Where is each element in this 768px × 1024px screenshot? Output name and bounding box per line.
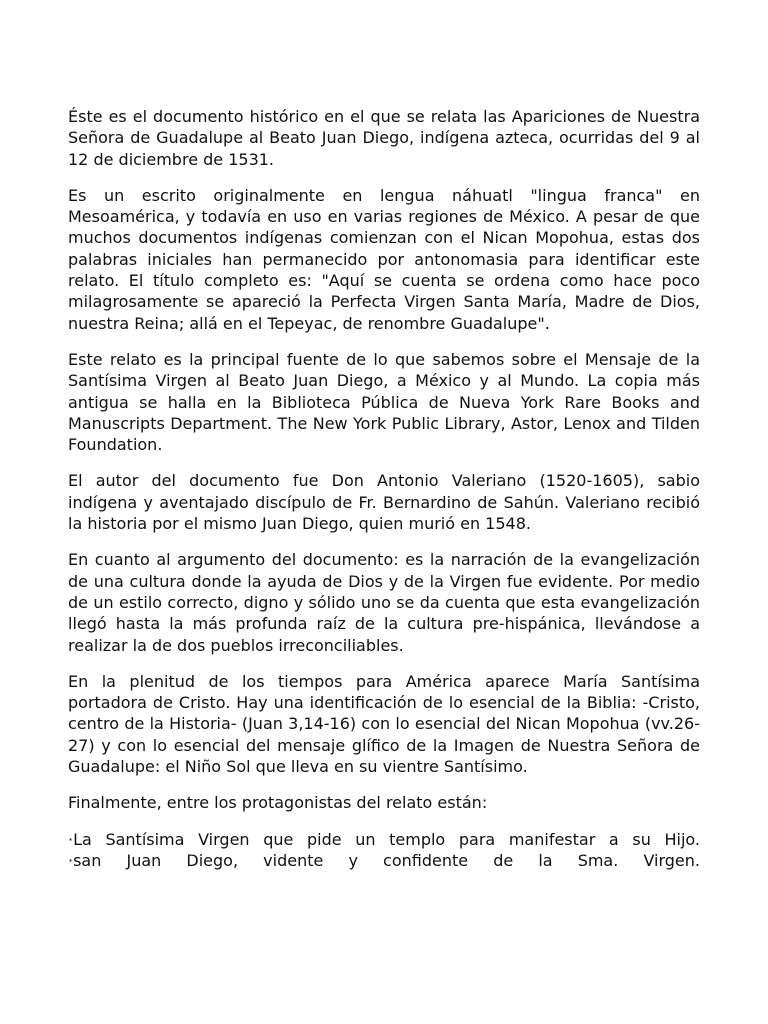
paragraph-argument: En cuanto al argumento del documento: es la narración de la evangelización de una cultura donde la ayuda de Dios y de la Virgen fue evidente. Por medio de un estilo correcto, digno y sólido uno se da cuenta que esta evangelización llegó hasta la más profunda raíz de la cultura pre-hispánica, llevándose a realizar la de dos pueblos irreconciliables. bbox=[68, 550, 700, 655]
list-item: ·san Juan Diego, vidente y confidente de la Sma. Virgen. bbox=[68, 850, 700, 870]
paragraph-plenitude: En la plenitud de los tiempos para América aparece María Santísima portadora de Cristo. Hay una identificación de lo esencial de la Biblia: -Cristo, centro de la Historia- (Juan 3,14-16) con lo esencial del Nican Mopohua (vv.26-27) y con lo esencial del mensaje glífico de la Imagen de Nuestra Señora de Guadalupe: el Niño Sol que lleva en su vientre Santísimo. bbox=[68, 671, 700, 777]
document-page bbox=[68, 106, 700, 871]
paragraph-source: Este relato es la principal fuente de lo que sabemos sobre el Mensaje de la Santísima Virgen al Beato Juan Diego, a México y al Mundo. La copia más antigua se halla en la Biblioteca Pública de Nueva York Rare Books and Manuscripts Department. The New York Public Library, Astor, Lenox and Tilden Foundation. bbox=[68, 349, 700, 455]
list-item: ·La Santísima Virgen que pide un templo para manifestar a su Hijo. bbox=[68, 829, 700, 849]
paragraph-nahuatl: Es un escrito originalmente en lengua náhuatl "lingua franca" en Mesoamérica, y todavía en uso en varias regiones de México. A pesar de que muchos documentos indígenas comienzan con el Nican Mopohua, estas dos palabras iniciales han permanecido por antonomasia para identificar este relato. El título completo es: "Aquí se cuenta se ordena como hace poco milagrosamente se apareció la Perfecta Virgen Santa María, Madre de Dios, nuestra Reina; allá en el Tepeyac, de renombre Guadalupe". bbox=[68, 185, 700, 333]
paragraph-protagonists: Finalmente, entre los protagonistas del relato están: bbox=[68, 793, 488, 813]
protagonists-list bbox=[68, 829, 700, 872]
paragraph-author: El autor del documento fue Don Antonio Valeriano (1520-1605), sabio indígena y aventajado discípulo de Fr. Bernardino de Sahún. Valeriano recibió la historia por el mismo Juan Diego, quien murió en 1548. bbox=[68, 471, 700, 534]
paragraph-intro: Éste es el documento histórico en el que se relata las Apariciones de Nuestra Señora de Guadalupe al Beato Juan Diego, indígena azteca, ocurridas del 9 al 12 de diciembre de 1531. bbox=[68, 107, 700, 169]
